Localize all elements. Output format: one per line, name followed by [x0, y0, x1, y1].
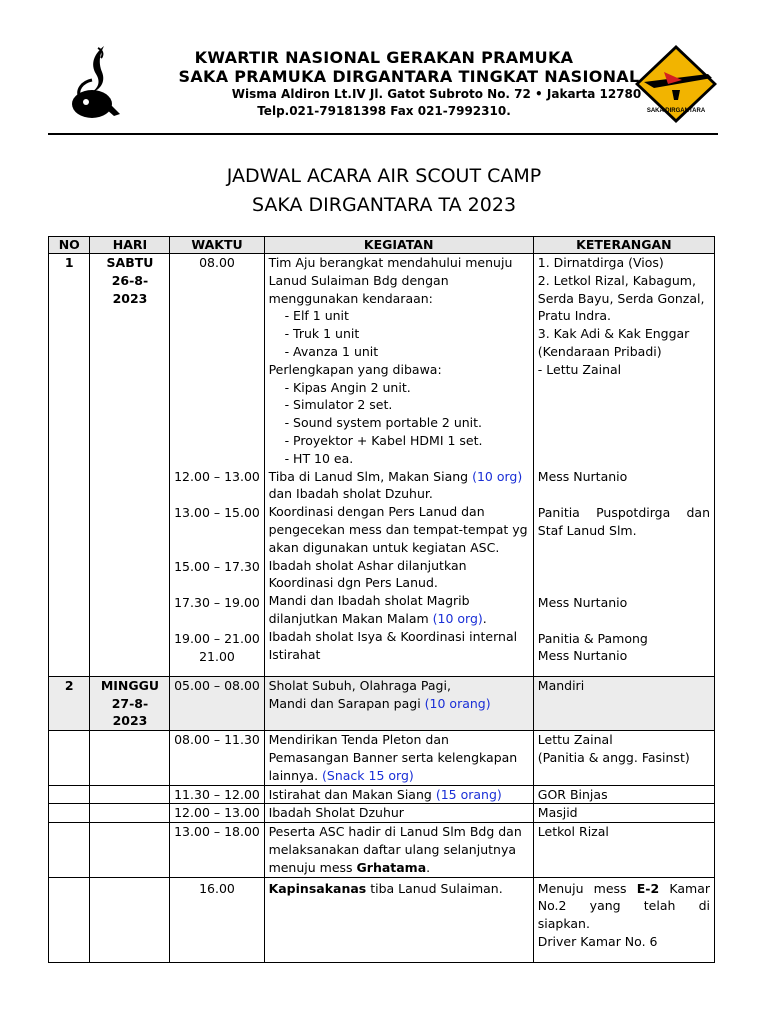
day2-r4-waktu: 12.00 – 13.00	[170, 804, 264, 823]
empty-cell	[90, 785, 170, 804]
day2-r1-keterangan: Mandiri	[533, 676, 714, 730]
keg-line	[269, 767, 529, 785]
org-phone: Telp.021-79181398 Fax 021-7992310.	[257, 104, 511, 118]
col-kegiatan: KEGIATAN	[264, 237, 533, 254]
empty-cell	[90, 804, 170, 823]
header-divider	[48, 133, 718, 135]
list-item: - Kipas Angin 2 unit.	[284, 379, 411, 395]
list-item: - Simulator 2 set.	[284, 397, 393, 413]
day2-r5-waktu: 13.00 – 18.00	[170, 823, 264, 877]
day1-hari-name: SABTU	[106, 255, 154, 270]
day2-hari	[90, 676, 170, 730]
meal-count: (10 orang)	[424, 695, 491, 711]
day1-waktu	[170, 254, 264, 677]
ket-line: Mess Nurtanio	[537, 648, 628, 664]
document-title	[0, 162, 768, 220]
ket-line: 1. Dirnatdirga (Vios)	[537, 255, 664, 270]
ket-text: Kamar	[659, 880, 710, 896]
empty-cell	[90, 823, 170, 877]
empty-cell	[49, 804, 90, 823]
day2-r4-keterangan: Masjid	[533, 804, 714, 823]
empty-cell	[90, 877, 170, 962]
keg-line: Peserta ASC hadir di Lanud Slm Bdg dan	[268, 824, 522, 840]
keg-line: Koordinasi dgn Pers Lanud.	[268, 575, 438, 591]
keg-line: Ibadah sholat Ashar dilanjutkan	[268, 557, 467, 573]
list-item: - Truk 1 unit	[284, 326, 360, 342]
day1-r3-waktu: 13.00 – 15.00	[174, 505, 260, 520]
day1-keterangan	[533, 254, 714, 677]
right-logo-text: SAKA DIRGANTARA	[646, 108, 706, 114]
day2-r2-waktu: 08.00 – 11.30	[170, 731, 264, 785]
empty-cell	[49, 877, 90, 962]
list-item: - Proyektor + Kabel HDMI 1 set.	[284, 432, 483, 448]
keg-line: melaksanakan daftar ulang selanjutnya	[268, 841, 516, 857]
keg-text: Istirahat dan Makan Siang	[268, 786, 436, 802]
org-address: Wisma Aldiron Lt.IV Jl. Gatot Subroto No. 72 • Jakarta 12780	[231, 87, 642, 101]
keg-line: Mandi dan Ibadah sholat Magrib	[268, 593, 470, 609]
mess-code: E-2	[636, 880, 660, 896]
keg-text: Tiba di Lanud Slm, Makan Siang	[268, 468, 473, 484]
ket-line: Serda Bayu, Serda Gonzal,	[537, 290, 705, 306]
list-item: - Sound system portable 2 unit.	[284, 415, 483, 431]
day1-r4-waktu: 15.00 – 17.30	[174, 559, 260, 574]
day2-date: 27-8-2023	[111, 695, 149, 729]
day2-r3-kegiatan	[264, 785, 533, 804]
keg-text: lainnya.	[268, 767, 323, 783]
ket-line: siapkan.	[537, 916, 590, 932]
table-row	[49, 731, 715, 785]
col-hari: HARI	[90, 237, 170, 254]
title-line-1: JADWAL ACARA AIR SCOUT CAMP	[226, 165, 542, 187]
mess-name: Grhatama	[356, 859, 427, 875]
keg-line: menggunakan kendaraan:	[268, 290, 433, 306]
day2-r2-keterangan	[533, 731, 714, 785]
ket-line: Panitia & Pamong	[537, 630, 648, 646]
keg-text: .	[482, 610, 487, 626]
letterhead	[0, 48, 768, 119]
ket-line: No.2 yang telah di	[537, 898, 710, 914]
col-waktu: WAKTU	[170, 237, 264, 254]
keg-line	[269, 610, 529, 628]
schedule-table	[48, 236, 715, 963]
table-row	[49, 877, 715, 962]
day1-r7-waktu: 21.00	[199, 648, 235, 664]
table-row	[49, 823, 715, 877]
title-line-2: SAKA DIRGANTARA TA 2023	[251, 194, 517, 216]
keg-line: Pemasangan Banner serta kelengkapan	[268, 749, 518, 765]
empty-cell	[49, 823, 90, 877]
day2-r4-kegiatan: Ibadah Sholat Dzuhur	[264, 804, 533, 823]
keg-text: Mandi dan Sarapan pagi	[268, 695, 425, 711]
day2-r6-keterangan	[533, 877, 714, 962]
day2-r1-waktu: 05.00 – 08.00	[170, 676, 264, 730]
day2-r6-waktu: 16.00	[170, 877, 264, 962]
keg-line: Tim Aju berangkat mendahului menuju	[268, 255, 513, 270]
list-item: - HT 10 ea.	[284, 450, 354, 466]
day1-r1-waktu: 08.00	[199, 255, 235, 270]
day2-r3-waktu: 11.30 – 12.00	[170, 785, 264, 804]
day2-r2-kegiatan	[264, 731, 533, 785]
keg-line: Lanud Sulaiman Bdg dengan	[268, 272, 449, 288]
ket-line: 3. Kak Adi & Kak Enggar	[537, 326, 690, 342]
keg-text: tiba Lanud Sulaiman.	[366, 880, 503, 896]
org-subname: SAKA PRAMUKA DIRGANTARA TINGKAT NASIONAL	[178, 67, 640, 86]
table-header-row	[49, 237, 715, 254]
keg-line: Istirahat	[268, 646, 321, 662]
day2-r5-keterangan: Letkol Rizal	[533, 823, 714, 877]
keg-line: Sholat Subuh, Olahraga Pagi,	[268, 677, 451, 693]
keg-text: .	[426, 859, 431, 875]
day2-r1-kegiatan	[264, 676, 533, 730]
keg-line: akan digunakan untuk kegiatan ASC.	[268, 539, 500, 555]
day2-hari-name: MINGGU	[100, 677, 160, 693]
day2-r5-kegiatan	[264, 823, 533, 877]
day1-date: 26-8-2023	[111, 272, 149, 306]
keg-line: Perlengkapan yang dibawa:	[268, 361, 442, 377]
day2-r3-keterangan: GOR Binjas	[533, 785, 714, 804]
ket-line	[538, 880, 710, 898]
day1-r5-waktu: 17.30 – 19.00	[174, 595, 260, 610]
ket-line: (Panitia & angg. Fasinst)	[537, 749, 690, 765]
list-item: - Avanza 1 unit	[284, 343, 379, 359]
empty-cell	[90, 731, 170, 785]
ket-line: Driver Kamar No. 6	[537, 933, 658, 949]
table-row	[49, 804, 715, 823]
day2-r6-kegiatan	[264, 877, 533, 962]
guest-name: Kapinsakanas	[268, 880, 367, 896]
col-no: NO	[49, 237, 90, 254]
ket-line: Lettu Zainal	[537, 732, 613, 748]
snack-count: (Snack 15 org)	[322, 767, 414, 783]
keg-text: dilanjutkan Makan Malam	[268, 610, 433, 626]
org-name: KWARTIR NASIONAL GERAKAN PRAMUKA	[194, 48, 574, 67]
keg-line: Ibadah sholat Isya & Koordinasi internal	[268, 628, 518, 644]
table-row	[49, 676, 715, 730]
keg-text: menuju mess	[268, 859, 357, 875]
ket-line: Mess Nurtanio	[537, 594, 628, 610]
list-item: - Elf 1 unit	[284, 308, 349, 324]
table-row	[49, 254, 715, 677]
meal-count: (10 org)	[472, 468, 523, 484]
ket-text: Menuju mess	[537, 880, 637, 896]
day1-no: 1	[49, 254, 90, 677]
table-row	[49, 785, 715, 804]
ket-line: - Lettu Zainal	[537, 361, 622, 377]
ket-line: Staf Lanud Slm.	[537, 522, 637, 538]
ket-line: 2. Letkol Rizal, Kabagum,	[537, 272, 696, 288]
day1-r2-waktu: 12.00 – 13.00	[174, 469, 260, 484]
empty-cell	[49, 785, 90, 804]
keg-line	[269, 859, 529, 877]
day1-r6-waktu: 19.00 – 21.00	[174, 631, 260, 646]
keg-line: Mendirikan Tenda Pleton dan	[268, 732, 449, 748]
meal-count: (10 org)	[432, 610, 483, 626]
keg-line	[269, 695, 529, 713]
keg-line: dan Ibadah sholat Dzuhur.	[268, 486, 433, 502]
ket-line: (Kendaraan Pribadi)	[537, 343, 662, 359]
day1-hari	[90, 254, 170, 677]
day1-kegiatan	[264, 254, 533, 677]
day2-no: 2	[49, 676, 90, 730]
keg-line	[269, 468, 529, 486]
ket-line: Pratu Indra.	[537, 308, 612, 324]
ket-line: Panitia Puspotdirga dan	[537, 504, 710, 520]
col-keterangan: KETERANGAN	[533, 237, 714, 254]
empty-cell	[49, 731, 90, 785]
meal-count: (15 orang)	[435, 786, 502, 802]
keg-line: Koordinasi dengan Pers Lanud dan	[268, 504, 485, 520]
ket-line: Mess Nurtanio	[537, 468, 628, 484]
keg-line: pengecekan mess dan tempat-tempat yg	[268, 521, 528, 537]
